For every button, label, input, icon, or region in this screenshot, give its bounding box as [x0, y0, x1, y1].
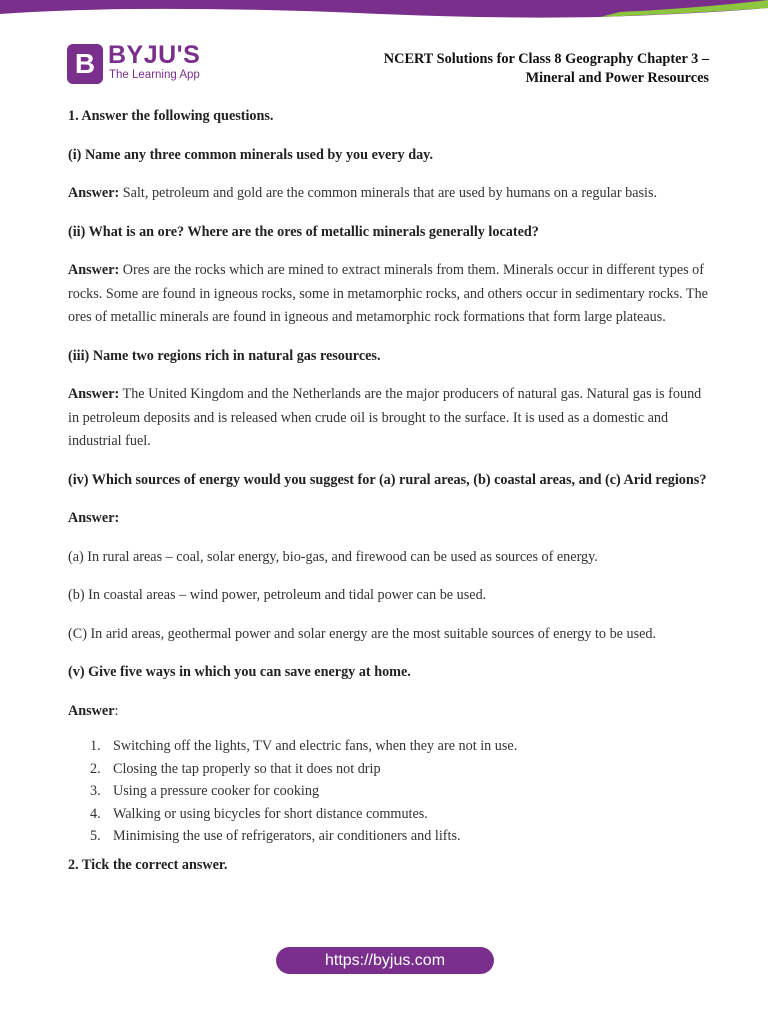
answer-colon: : — [114, 702, 119, 719]
answer-label: Answer — [68, 702, 115, 719]
list-item — [68, 803, 708, 826]
answer-label: Answer: — [68, 262, 120, 278]
answer-text: Salt, petroleum and gold are the common minerals that are used by humans on a regular basis. — [119, 185, 658, 201]
document-title — [384, 50, 709, 88]
list-item — [68, 825, 708, 848]
top-decorative-band — [0, 0, 768, 22]
list-number: 1. — [90, 738, 101, 754]
list-number: 5. — [90, 828, 101, 844]
document-body — [68, 105, 708, 877]
answer-4-b: (b) In coastal areas – wind power, petroleum and tidal power can be used. — [68, 587, 487, 603]
list-item — [68, 735, 708, 758]
answer-4-a: (a) In rural areas – coal, solar energy, bio-gas, and firewood can be used as sources of energy. — [68, 548, 598, 565]
list-item — [68, 780, 708, 803]
question-2: (ii) What is an ore? Where are the ores of metallic minerals generally located? — [68, 223, 539, 240]
question-4: (iv) Which sources of energy would you suggest for (a) rural areas, (b) coastal areas, and (c) Arid regions? — [68, 471, 707, 488]
section-heading-1: 1. Answer the following questions. — [68, 108, 274, 124]
list-item — [68, 758, 708, 781]
energy-saving-list — [68, 735, 708, 848]
logo-initial: B — [74, 48, 96, 79]
website-link[interactable] — [276, 947, 494, 974]
brand-name: BYJU'S — [108, 41, 201, 69]
list-text: Walking or using bicycles for short distance commutes. — [113, 805, 428, 822]
question-3: (iii) Name two regions rich in natural gas resources. — [68, 347, 381, 364]
list-text: Minimising the use of refrigerators, air conditioners and lifts. — [113, 828, 461, 844]
section-heading-2: 2. Tick the correct answer. — [68, 856, 228, 873]
byjus-logo[interactable] — [67, 41, 247, 88]
list-number: 4. — [90, 805, 101, 822]
list-number: 2. — [90, 760, 101, 777]
answer-text: The United Kingdom and the Netherlands are the major producers of natural gas. Natural gas is found in petroleum deposits and is released when crude oil is brought to the surface. It is used as a domestic and industrial fuel. — [68, 386, 702, 449]
list-text: Switching off the lights, TV and electric fans, when they are not in use. — [113, 738, 518, 754]
answer-label: Answer: — [68, 386, 120, 402]
answer-2 — [68, 259, 708, 330]
website-url[interactable]: https://byjus.com — [324, 952, 446, 969]
answer-4-label: Answer: — [68, 510, 120, 526]
list-number: 3. — [90, 783, 101, 799]
title-line-1: NCERT Solutions for Class 8 Geography Chapter 3 – — [383, 51, 709, 67]
question-5: (v) Give five ways in which you can save energy at home. — [68, 664, 411, 680]
title-line-2: Mineral and Power Resources — [525, 70, 709, 86]
answer-text: Ores are the rocks which are mined to extract minerals from them. Minerals occur in different types of rocks. Some are found in igneous rocks, some in metamorphic rocks, and others occur in sedimentary rocks. The ores of metallic minerals are found in igneous and metamorphic rock formations that form large plateaus. — [68, 262, 708, 325]
answer-3 — [68, 383, 708, 454]
list-text: Closing the tap properly so that it does not drip — [113, 760, 381, 777]
list-text: Using a pressure cooker for cooking — [113, 783, 320, 799]
brand-tagline: The Learning App — [109, 69, 200, 81]
answer-label: Answer: — [68, 185, 120, 201]
answer-5-label — [68, 700, 708, 724]
answer-4-c: (C) In arid areas, geothermal power and solar energy are the most suitable sources of energy to be used. — [68, 625, 657, 642]
question-1: (i) Name any three common minerals used by you every day. — [68, 146, 434, 163]
answer-1 — [68, 182, 708, 206]
logo-badge — [67, 44, 103, 84]
